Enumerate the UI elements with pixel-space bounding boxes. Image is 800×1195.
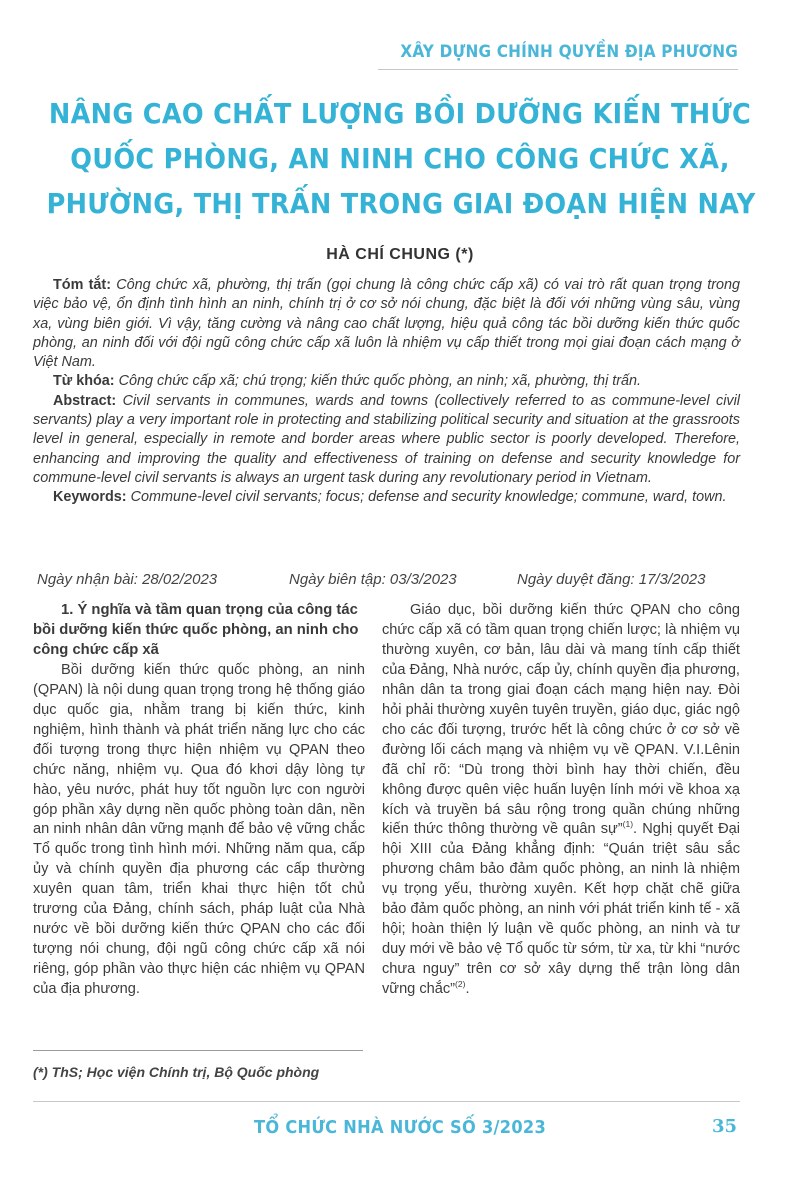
keywords-vi-text: Công chức cấp xã; chú trọng; kiến thức quốc phòng, an ninh; xã, phường, thị trấn.: [118, 373, 642, 390]
footer-divider: [33, 1101, 740, 1102]
footnote-divider: [33, 1050, 363, 1051]
keywords-en-paragraph: [33, 488, 740, 507]
date-approved: Ngày duyệt đăng: 17/3/2023: [517, 571, 706, 588]
body-paragraph: [382, 601, 740, 1000]
keywords-vi-paragraph: [33, 372, 740, 391]
right-column: [382, 601, 740, 1000]
title-line: NÂNG CAO CHẤT LƯỢNG BỒI DƯỠNG KIẾN THỨC: [48, 98, 752, 130]
abstract-label: Abstract:: [53, 392, 117, 409]
keywords-en-label: Keywords:: [53, 489, 127, 506]
article-dates: [0, 571, 800, 591]
footnote-reference: (2): [455, 979, 466, 990]
abstract-text: Civil servants in communes, wards and towns (collectively referred to as commune-level civil servants) play a very important role in protecting and stabilizing political security and situation at the grassroots level in general, especially in remote and border areas where public sector is poorly developed. Therefore, enhancing and improving the quality and effectiveness of training on defense and security knowledge for commune-level civil servants is always an urgent task during any revolutionary period in Vietnam.: [33, 392, 741, 486]
title-line: QUỐC PHÒNG, AN NINH CHO CÔNG CHỨC XÃ,: [70, 143, 730, 175]
author: HÀ CHÍ CHUNG (*): [326, 246, 474, 263]
journal-name: TỔ CHỨC NHÀ NƯỚC SỐ 3/2023: [253, 1117, 547, 1138]
title-line: PHƯỜNG, THỊ TRẤN TRONG GIAI ĐOẠN HIỆN NAY: [46, 188, 756, 220]
article-title: [47, 92, 754, 227]
page-number: 35: [711, 1116, 737, 1137]
date-edited: Ngày biên tập: 03/3/2023: [289, 571, 457, 588]
footnote-reference: (1): [622, 819, 634, 830]
keywords-vi-label: Từ khóa:: [53, 373, 115, 390]
left-column: [33, 601, 365, 1000]
body-paragraph: Bồi dưỡng kiến thức quốc phòng, an ninh (QPAN) là nội dung quan trọng trong hệ thống giáo dục quốc gia, nhằm trang bị kiến thức, kinh nghiệm, hình thành và phát triển năng lực cho các đối tượng trong thực hiện nhiệm vụ QPAN theo chức năng, nhiệm vụ. Qua đó khơi dậy lòng tự hào, yêu nước, phát huy tốt nguồn lực con người góp phần xây dựng nền quốc phòng toàn dân, nền an ninh nhân dân vững mạnh để bảo vệ vững chắc Tổ quốc trong tình hình mới. Những năm qua, cấp ủy và chính quyền địa phương các cấp thường xuyên quan tâm, triển khai thực hiện tốt chủ trương của Đảng, chính sách, pháp luật của Nhà nước về bồi dưỡng kiến thức QPAN cho các đối tượng nói chung, đội ngũ công chức cấp xã nói riêng, góp phần vào thực hiện các nhiệm vụ QPAN của địa phương.: [33, 661, 365, 998]
date-received: Ngày nhận bài: 28/02/2023: [37, 571, 218, 588]
section-label: XÂY DỰNG CHÍNH QUYỀN ĐỊA PHƯƠNG: [400, 42, 738, 62]
paragraph-text: . Nghị quyết Đại hội XIII của Đảng khẳng định: “Quán triệt sâu sắc phương châm bảo đảm quốc phòng, an ninh là nhiệm vụ trọng yếu, thường xuyên. Kết hợp chặt chẽ giữa bảo đảm quốc phòng, an ninh với phát triển kinh tế - xã hội; hoàn thiện lý luận về quốc phòng, an ninh và tư duy mới về bảo vệ Tổ quốc từ sớm, từ xa, từ khi “nước chưa nguy” trên cơ sở xây dựng thế trận lòng dân vững chắc”: [382, 821, 740, 998]
section-heading: 1. Ý nghĩa và tầm quan trọng của công tác bồi dưỡng kiến thức quốc phòng, an ninh cho công chức cấp xã: [33, 602, 359, 658]
summary-text: Công chức xã, phường, thị trấn (gọi chung là công chức cấp xã) có vai trò rất quan trọng trong việc bảo vệ, ổn định tình hình an ninh, chính trị ở cơ sở nói chung, đặc biệt là đối với những vùng sâu, vùng xa, vùng biên giới. Vì vậy, tăng cường và nâng cao chất lượng, hiệu quả công tác bồi dưỡng kiến thức quốc phòng, an ninh đối với đội ngũ công chức cấp xã luôn là nhiệm vụ cấp thiết trong mọi giai đoạn cách mạng ở Việt Nam.: [33, 277, 740, 371]
author-footnote: (*) ThS; Học viện Chính trị, Bộ Quốc phòng: [33, 1064, 320, 1080]
paragraph-text: Giáo dục, bồi dưỡng kiến thức QPAN cho công chức cấp xã có tầm quan trọng chiến lược; là nhiệm vụ thường xuyên, cơ bản, lâu dài và mang tính cấp thiết của Đảng, Nhà nước, cấp ủy, chính quyền địa phương, nhân dân ta trong giai đoạn cách mạng hiện nay. Đòi hỏi phải thường xuyên tuyên truyền, giáo dục, giác ngộ cho các đối tượng, trước hết là công chức ở cơ sở về đường lối cách mạng và nhiệm vụ về QPAN. V.I.Lênin đã chỉ rõ: “Dù trong thời bình hay thời chiến, đều không được quên việc huấn luyện lính mới về khoa xạ kích và truyền bá sâu rộng trong quần chúng những kiến thức thông thường về quân sự”: [382, 602, 740, 838]
abstract-block: [33, 276, 740, 508]
summary-label: Tóm tắt:: [53, 277, 112, 293]
header-divider: [378, 69, 738, 70]
keywords-en-text: Commune-level civil servants; focus; defense and security knowledge; commune, ward, town.: [130, 489, 727, 506]
abstract-paragraph: [33, 392, 740, 488]
summary-paragraph: [33, 276, 740, 372]
paragraph-text: .: [465, 981, 470, 998]
